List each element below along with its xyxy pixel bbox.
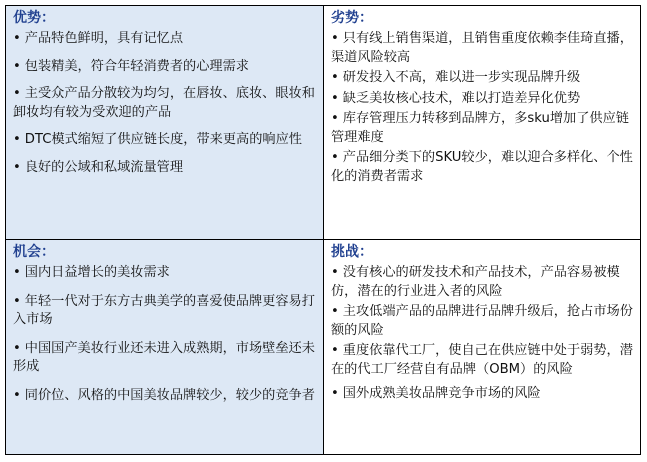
bullet-icon: • (331, 31, 339, 46)
threats-cell (324, 240, 640, 454)
bullet-icon: • (331, 386, 339, 401)
list-item: • 同价位、风格的中国美妆品牌较少，较少的竞争者 (13, 387, 315, 403)
list-item: • 没有核心的研发技术和产品技术，产品容易被模仿，潜在的行业进入者的风险 (331, 265, 620, 299)
list-item: • 中国国产美妆行业还未进入成熟期，市场壁垒还未形成 (13, 340, 315, 374)
strengths-list (13, 30, 317, 177)
threats-heading: 挑战： (331, 244, 373, 260)
strengths-cell (6, 6, 324, 240)
opportunities-list (13, 264, 317, 405)
opportunities-cell (6, 240, 324, 454)
bullet-icon: • (13, 132, 21, 147)
opportunities-heading: 机会： (13, 244, 55, 260)
threats-list (331, 264, 634, 404)
weaknesses-list (331, 30, 634, 186)
list-item: • 研发投入不高，难以进一步实现品牌升级 (331, 70, 581, 85)
bullet-icon: • (331, 70, 339, 85)
bullet-icon: • (331, 150, 339, 165)
list-item: • 年轻一代对于东方古典美学的喜爱使品牌更容易打入市场 (13, 293, 315, 327)
bullet-icon: • (13, 159, 21, 175)
bullet-icon: • (13, 31, 21, 46)
list-item: • 缺乏美妆核心技术，难以打造差异化优势 (331, 90, 581, 106)
bullet-icon: • (13, 293, 21, 309)
list-item: • 库存管理压力转移到品牌方，多sku增加了供应链管理难度 (331, 111, 629, 145)
list-item: • 包装精美，符合年轻消费者的心理需求 (13, 58, 249, 74)
bullet-icon: • (13, 86, 21, 101)
bullet-icon: • (331, 304, 339, 319)
list-item: • 产品特色鲜明，具有记忆点 (13, 31, 184, 46)
bullet-icon: • (13, 265, 21, 280)
list-item: • 良好的公域和私域流量管理 (13, 159, 184, 175)
list-item: • 国内日益增长的美妆需求 (13, 265, 170, 280)
list-item: • 主受众产品分散较为均匀，在唇妆、底妆、眼妆和卸妆均有较为受欢迎的产品 (13, 86, 315, 120)
list-item: • 国外成熟美妆品牌竞争市场的风险 (331, 386, 541, 401)
list-item: • 产品细分类下的SKU较少，难以迎合多样化、个性化的消费者需求 (331, 150, 633, 184)
bullet-icon: • (13, 58, 21, 74)
list-item: • 重度依靠代工厂，使自己在供应链中处于弱势，潜在的代工厂经营自有品牌（OBM）的风险 (331, 343, 633, 377)
bullet-icon: • (331, 90, 339, 106)
bullet-icon: • (331, 343, 339, 358)
list-item: • 只有线上销售渠道，且销售重度依赖李佳琦直播，渠道风险较高 (331, 31, 633, 65)
list-item: • 主攻低端产品的品牌进行品牌升级后，抢占市场份额的风险 (331, 304, 633, 338)
bullet-icon: • (331, 111, 339, 126)
weaknesses-heading: 劣势： (331, 10, 373, 26)
bullet-icon: • (331, 265, 339, 280)
swot-table (5, 5, 641, 455)
bullet-icon: • (13, 387, 21, 403)
bullet-icon: • (13, 340, 21, 356)
strengths-heading: 优势： (13, 10, 55, 26)
weaknesses-cell (324, 6, 640, 240)
list-item: • DTC模式缩短了供应链长度，带来更高的响应性 (13, 132, 302, 147)
